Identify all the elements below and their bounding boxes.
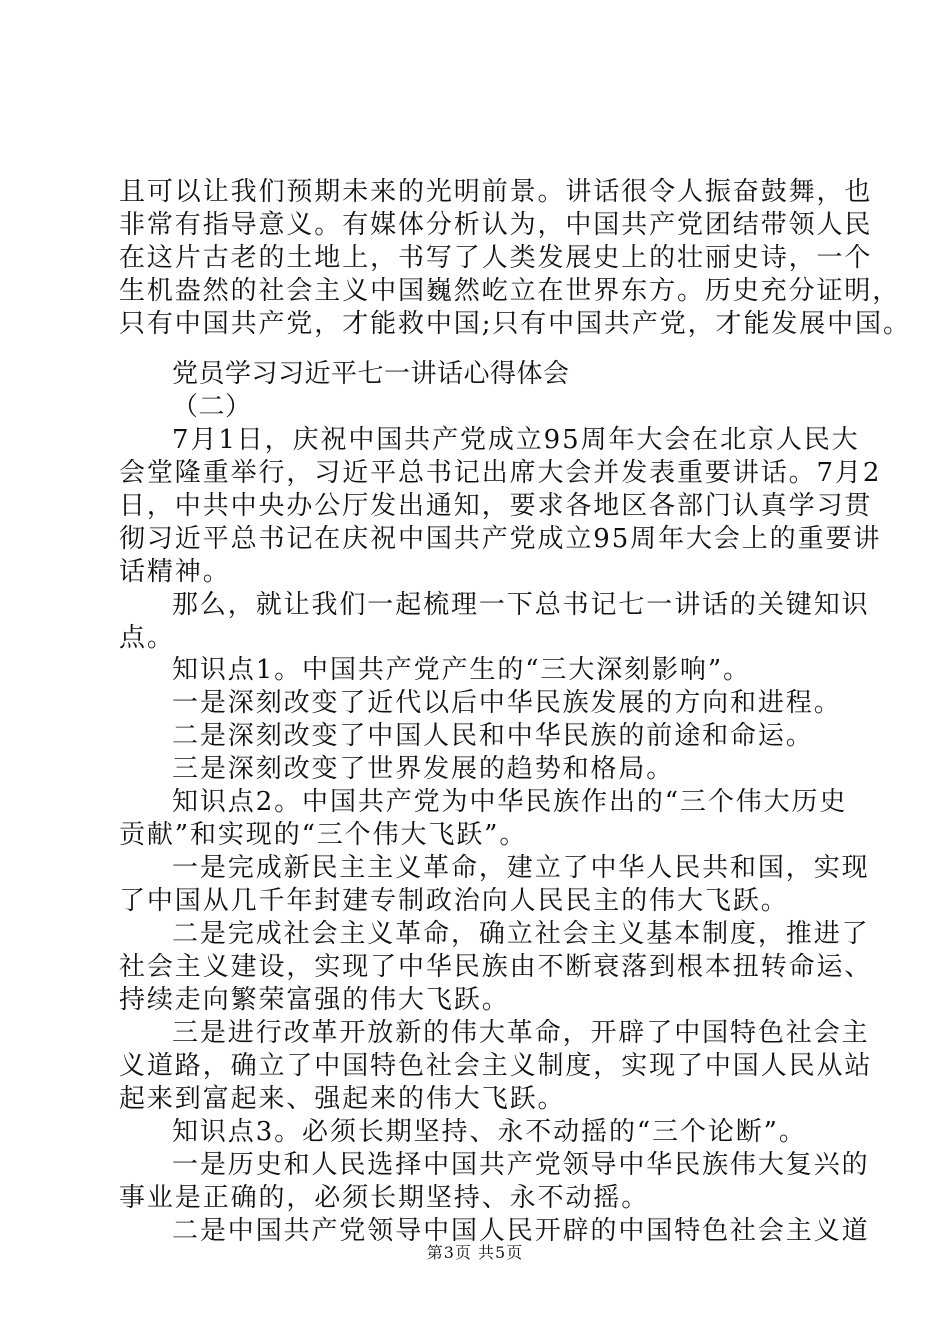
knowledge-point-heading: 知识点1。中国共产党产生的“三大深刻影响”。 — [172, 655, 751, 685]
text-line: 点。 — [119, 623, 175, 653]
knowledge-point-heading: 知识点2。中国共产党为中华民族作出的“三个伟大历史 — [172, 787, 848, 817]
text-line: 一是历史和人民选择中国共产党领导中华民族伟大复兴的 — [172, 1150, 870, 1180]
section-number: （二） — [172, 392, 252, 422]
text-line: 起来到富起来、强起来的伟大飞跃。 — [119, 1084, 566, 1114]
text-line: 二是深刻改变了中国人民和中华民族的前途和命运。 — [172, 721, 814, 751]
text-line: 持续走向繁荣富强的伟大飞跃。 — [119, 985, 510, 1015]
text-line: 了中国从几千年封建专制政治向人民民主的伟大飞跃。 — [119, 886, 789, 916]
text-line: 事业是正确的，必须长期坚持、永不动摇。 — [119, 1183, 650, 1213]
text-line: 一是完成新民主主义革命，建立了中华人民共和国，实现 — [172, 853, 870, 883]
text-line: 7月1日，庆祝中国共产党成立95周年大会在北京人民大 — [172, 425, 860, 455]
text-line: 且可以让我们预期未来的光明前景。讲话很令人振奋鼓舞，也 — [119, 177, 873, 207]
text-line: 日，中共中央办公厅发出通知，要求各地区各部门认真学习贯 — [119, 491, 873, 521]
text-line: 在这片古老的土地上，书写了人类发展史上的壮丽史诗，一个 — [119, 243, 873, 273]
page-footer: 第3页 共5页 — [426, 1243, 524, 1262]
text-line: 会堂隆重举行，习近平总书记出席大会并发表重要讲话。7月2 — [119, 458, 882, 488]
text-line: 那么，就让我们一起梳理一下总书记七一讲话的关键知识 — [172, 590, 870, 620]
text-line: 非常有指导意义。有媒体分析认为，中国共产党团结带领人民 — [119, 210, 873, 240]
text-line: 话精神。 — [119, 557, 231, 587]
text-line: 二是完成社会主义革命，确立社会主义基本制度，推进了 — [172, 919, 870, 949]
text-line: 一是深刻改变了近代以后中华民族发展的方向和进程。 — [172, 688, 842, 718]
text-line: 三是深刻改变了世界发展的趋势和格局。 — [172, 754, 675, 784]
text-line: 社会主义建设，实现了中华民族由不断衰落到根本扭转命运、 — [119, 952, 873, 982]
section-title: 党员学习习近平七一讲话心得体会 — [172, 359, 570, 389]
text-line: 三是进行改革开放新的伟大革命，开辟了中国特色社会主 — [172, 1018, 870, 1048]
text-line: 义道路，确立了中国特色社会主义制度，实现了中国人民从站 — [119, 1051, 873, 1081]
text-line: 生机盎然的社会主义中国巍然屹立在世界东方。历史充分证明， — [119, 276, 901, 306]
text-line: 二是中国共产党领导中国人民开辟的中国特色社会主义道 — [172, 1216, 870, 1246]
knowledge-point-heading: 知识点3。必须长期坚持、永不动摇的“三个论断”。 — [172, 1117, 807, 1147]
text-line: 彻习近平总书记在庆祝中国共产党成立95周年大会上的重要讲 — [119, 524, 882, 554]
text-line: 贡献”和实现的“三个伟大飞跃”。 — [119, 820, 528, 850]
text-line: 只有中国共产党，才能救中国;只有中国共产党，才能发展中国。 — [119, 309, 911, 339]
